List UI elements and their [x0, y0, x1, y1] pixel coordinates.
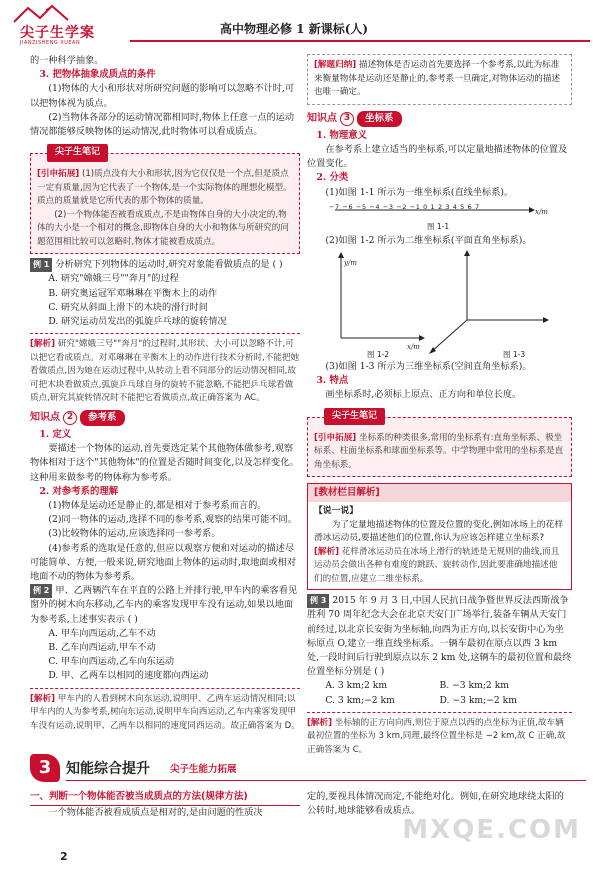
paragraph: 画坐标系时,必须标上原点、正方向和单位长度。	[325, 389, 522, 401]
explanation-text: 甲车内的人看到树木向东运动,说明甲、乙两车运动情况相同;以甲车内的人为参考系,树向东运动,说明甲车向西运动,乙车内乘客发现甲车没有运动,说明甲、乙两车以相同的速度同西运动。故正确答案为 D。	[30, 693, 300, 731]
option-b: B. 乙车向西运动,甲车不动	[48, 641, 156, 653]
section-heading: 1. 物理意义	[316, 129, 367, 141]
section-heading: 2. 分类	[316, 172, 349, 184]
option-c: C. 甲车向西运动,乙车向东运动	[48, 656, 175, 668]
explanation-tag: [解析]	[307, 717, 333, 728]
summary-tag: [解题归纳]	[314, 60, 357, 70]
question-text: 2015 年 9 月 3 日,中国人民抗日战争暨世界反法西斯战争胜利 70 周年纪念大会在北京天安门广场举行,装备车辆从天安门前经过,以北京长安街为坐标轴,向西为正方向,以长安街中心为坐标原点 O,建立一维直线坐标系。一辆车最初在原点以西 3 km 处,一段时间后行驶到原点以东 2 km 处,这辆车的最初位置和最终位置坐标分别是 ( )	[307, 595, 572, 678]
explanation-text: 研究"嫦娥三号""奔月"的过程时,其形状、大小可以忽略不计,可以把它看成质点。对邓琳琳在平衡木上的动作进行技术分析时,不能把她看做质点,因为她在运动过程中,从转动上看不同部分的运动情况相同,故可把木块看做质点,弧旋乒乓球自身的旋转不能忽略,不能把乒乓球看做质点,研究其旋转情况时不能把它看做质点,故正确答案为 AC。	[30, 339, 300, 404]
section-heading: 一、判断一个物体能否被当成质点的方法(规律方法)	[30, 790, 300, 806]
divider	[307, 712, 572, 713]
option-c: C. 3 km;−2 km	[325, 694, 395, 706]
knowledge-point-2	[30, 410, 300, 426]
page-number: 2	[60, 850, 68, 863]
paragraph: (4)参考系的选取是任意的,但应以观察方便和对运动的描述尽可能简单、方便,一般来说,研究地面上物体的运动时,取地面或相对地面不动的物体为参考系。	[30, 542, 297, 582]
book-title: 高中物理必修 1 新课标(人)	[220, 22, 369, 36]
summary-box	[307, 54, 572, 105]
note-text: (2)一个物体能否被看成质点,不是由物体自身的大小决定的,物体的大小是一个相对的概念,即物体自身的大小和物体与所研究的问题范围相比较可以忽略时,物体才能被看成质点。	[37, 209, 289, 247]
section-heading: 3. 特点	[316, 375, 349, 387]
paragraph: 一个物体能否被看成质点是相对的,是由问题的性质决	[48, 807, 263, 819]
watermark: MXQE.COM	[402, 815, 581, 845]
example-tag: 例 3	[307, 594, 329, 608]
box-heading: [教材栏目解析]	[308, 484, 571, 502]
paragraph: (2)如图 1-2 所示为二维坐标系(平面直角坐标系)。	[325, 234, 532, 246]
note-label: [引申拓展]	[314, 432, 357, 443]
student-note-box	[30, 147, 300, 254]
option-a: A. 研究"嫦娥三号""奔月"的过程	[48, 273, 179, 285]
paragraph: (1)物体是运动还是静止的,都是相对于参考系而言的。	[48, 499, 267, 511]
figure-caption: 图 1-3	[503, 349, 526, 359]
option-a: A. 甲车向西运动,乙车不动	[48, 627, 156, 639]
axis-unit: x/m	[535, 207, 548, 216]
option-b: B. 研究奥运冠军邓琳琳在平衡木上的动作	[48, 287, 218, 299]
left-column	[30, 54, 300, 733]
paragraph: 要描述一个物体的运动,首先要选定某个其他物体做参考,观察物体相对于这个"其他物体"的位置是否随时间变化,以及怎样变化。这种用来做参考的物体称为参考系。	[30, 443, 299, 483]
section-banner	[30, 754, 585, 782]
paragraph: 为了定量地描述物体的位置及位置的变化,例如冰场上的花样滑冰运动员,要描述他们的位置,你认为应该怎样建立坐标系?	[314, 519, 564, 544]
option-d: D. −3 km;−2 km	[439, 694, 517, 706]
paragraph: (2)同一物体的运动,选择不同的参考系,观察的结果可能不同。	[48, 514, 297, 526]
explanation-text: 花样滑冰运动员在冰场上滑行的轨迹是无规则的曲线,而且运动员会做出各种有难度的跳跃、旋转动作,因此要准确地描述他们的位置,应建立二维坐标系。	[314, 546, 560, 584]
note-label: [引申拓展]	[37, 169, 80, 180]
explanation-text: 坐标轴的正方向向西,则位于原点以西的点坐标为正值,故车辆最初位置的坐标为 3 km,同理,最终位置坐标是 −2 km,故 C 正确,故正确答案为 C。	[307, 717, 566, 755]
text-line: 的一种科学抽象。	[30, 55, 104, 66]
option-b: B. −3 km;2 km	[439, 680, 509, 692]
right-column	[307, 54, 572, 757]
kp-label: 参考系	[80, 410, 125, 426]
box-body	[308, 502, 571, 589]
explanation-tag: [解析]	[314, 546, 340, 557]
page-header	[0, 0, 593, 52]
banner-subtitle: 尖子生能力拓展	[170, 764, 237, 775]
example-3	[307, 594, 572, 679]
brand-logo	[6, 4, 136, 48]
knowledge-point-3	[307, 111, 572, 127]
option-c: C. 研究从斜面上滑下的木块的滑行时间	[48, 301, 208, 313]
note-tag: 尖子生笔记	[324, 408, 385, 426]
option-d: D. 甲、乙两车以相同的速度都向西运动	[48, 670, 209, 682]
paragraph: (1)如图 1-1 所示为一维坐标系(直线坐标系)。	[325, 186, 514, 198]
section-heading: 1. 定义	[39, 428, 72, 440]
kp-number: 3	[340, 112, 354, 126]
note-text: (1)质点没有大小和形状,因为它仅仅是一个点,但是质点一定有质量,因为它代表了一个物体,是一个实际物体的理想化模型。质点的质量就是它所代表的那个物体的质量。	[37, 169, 292, 207]
example-tag: 例 1	[30, 258, 52, 272]
logo-title: 尖子生学案	[20, 25, 95, 41]
option-d: D. 研究运动员发出的弧旋乒乓球的旋转情况	[48, 316, 227, 328]
option-a: A. 3 km;2 km	[325, 680, 388, 692]
example-2	[30, 584, 300, 627]
explanation-tag: [解析]	[30, 339, 56, 350]
coordinate-diagrams	[307, 248, 572, 360]
paragraph: 在参考系上建立适当的坐标系,可以定量地描述物体的位置及位置变化。	[307, 143, 568, 170]
kp-prefix: 知识点	[307, 112, 337, 124]
question-text: 甲、乙两辆汽车在平直的公路上并排行驶,甲车内的乘客看见窗外的树木向东移动,乙车内的乘客发现甲车没有运动,如果以地面为参考系,上述事实表示 ( )	[30, 585, 298, 625]
logo-subtitle: JIANZISHENG XUEAN	[20, 40, 81, 46]
note-text: 坐标系的种类很多,常用的坐标系有:直角坐标系、极坐标系、柱面坐标系和球面坐标系等。中学物理中常用的坐标系是直角坐标系。	[314, 432, 564, 470]
example-1	[30, 258, 300, 272]
example-tag: 例 2	[30, 584, 52, 598]
explanation	[307, 717, 572, 758]
section-heading: 2. 对参考系的理解	[39, 485, 119, 497]
student-note-box	[307, 410, 572, 478]
textbook-analysis-box	[307, 483, 572, 590]
note-tag: 尖子生笔记	[47, 144, 108, 162]
explanation	[30, 338, 300, 406]
explanation-tag: [解析]	[30, 693, 56, 704]
box-subheading: 【说一说】	[314, 506, 358, 517]
figure-caption: 图 1-2	[367, 349, 390, 359]
x-axis-unit: x/m	[407, 342, 420, 351]
banner-title: 知能综合提升	[66, 761, 150, 777]
header-divider	[130, 40, 590, 42]
section-heading: 3. 把物体抽象成质点的条件	[39, 69, 156, 81]
banner-number: 3	[30, 754, 60, 782]
kp-number: 2	[63, 411, 77, 425]
bottom-left-column	[30, 790, 300, 820]
options-row	[307, 694, 572, 708]
paragraph: (2)当物体各部分的运动情况都相同时,物体上任意一点的运动情况都能够反映物体的运动情况,此时物体可以看成质点。	[30, 111, 295, 138]
figure-caption: 图 1-1	[427, 221, 450, 231]
figure-1-1	[307, 200, 572, 234]
paragraph: 定的,要视具体情况而定,不能绝对化。例如,在研究地球绕太阳的公转时,地球能够看成质点。	[307, 791, 564, 817]
options-row	[307, 679, 572, 693]
divider	[30, 333, 300, 334]
axis-ticks: −7 −6 −5 −4 −3 −2 −1 0 1 2 3 4 5 6 7	[329, 202, 480, 211]
kp-label: 坐标系	[357, 111, 402, 127]
explanation	[30, 693, 300, 734]
banner-divider	[66, 780, 586, 781]
paragraph: (1)物体的大小和形状对所研究问题的影响可以忽略不计时,可以把物体视为质点。	[30, 83, 295, 109]
y-axis-unit: y/m	[344, 258, 357, 267]
paragraph: (3)如图 1-3 所示为三维坐标系(空间直角坐标系)。	[325, 360, 532, 372]
summary-text: 描述物体是否运动首先要选择一个参考系,以此为标准来衡量物体是运动还是静止的,参考系一旦确定,对物体运动的描述也唯一确定。	[314, 60, 561, 97]
question-text: 分析研究下列物体的运动时,研究对象能看做质点的是 ( )	[55, 259, 283, 271]
kp-prefix: 知识点	[30, 411, 60, 423]
paragraph: (3)比较物体的运动,应该选择同一参考系。	[48, 528, 221, 540]
divider	[30, 688, 300, 689]
